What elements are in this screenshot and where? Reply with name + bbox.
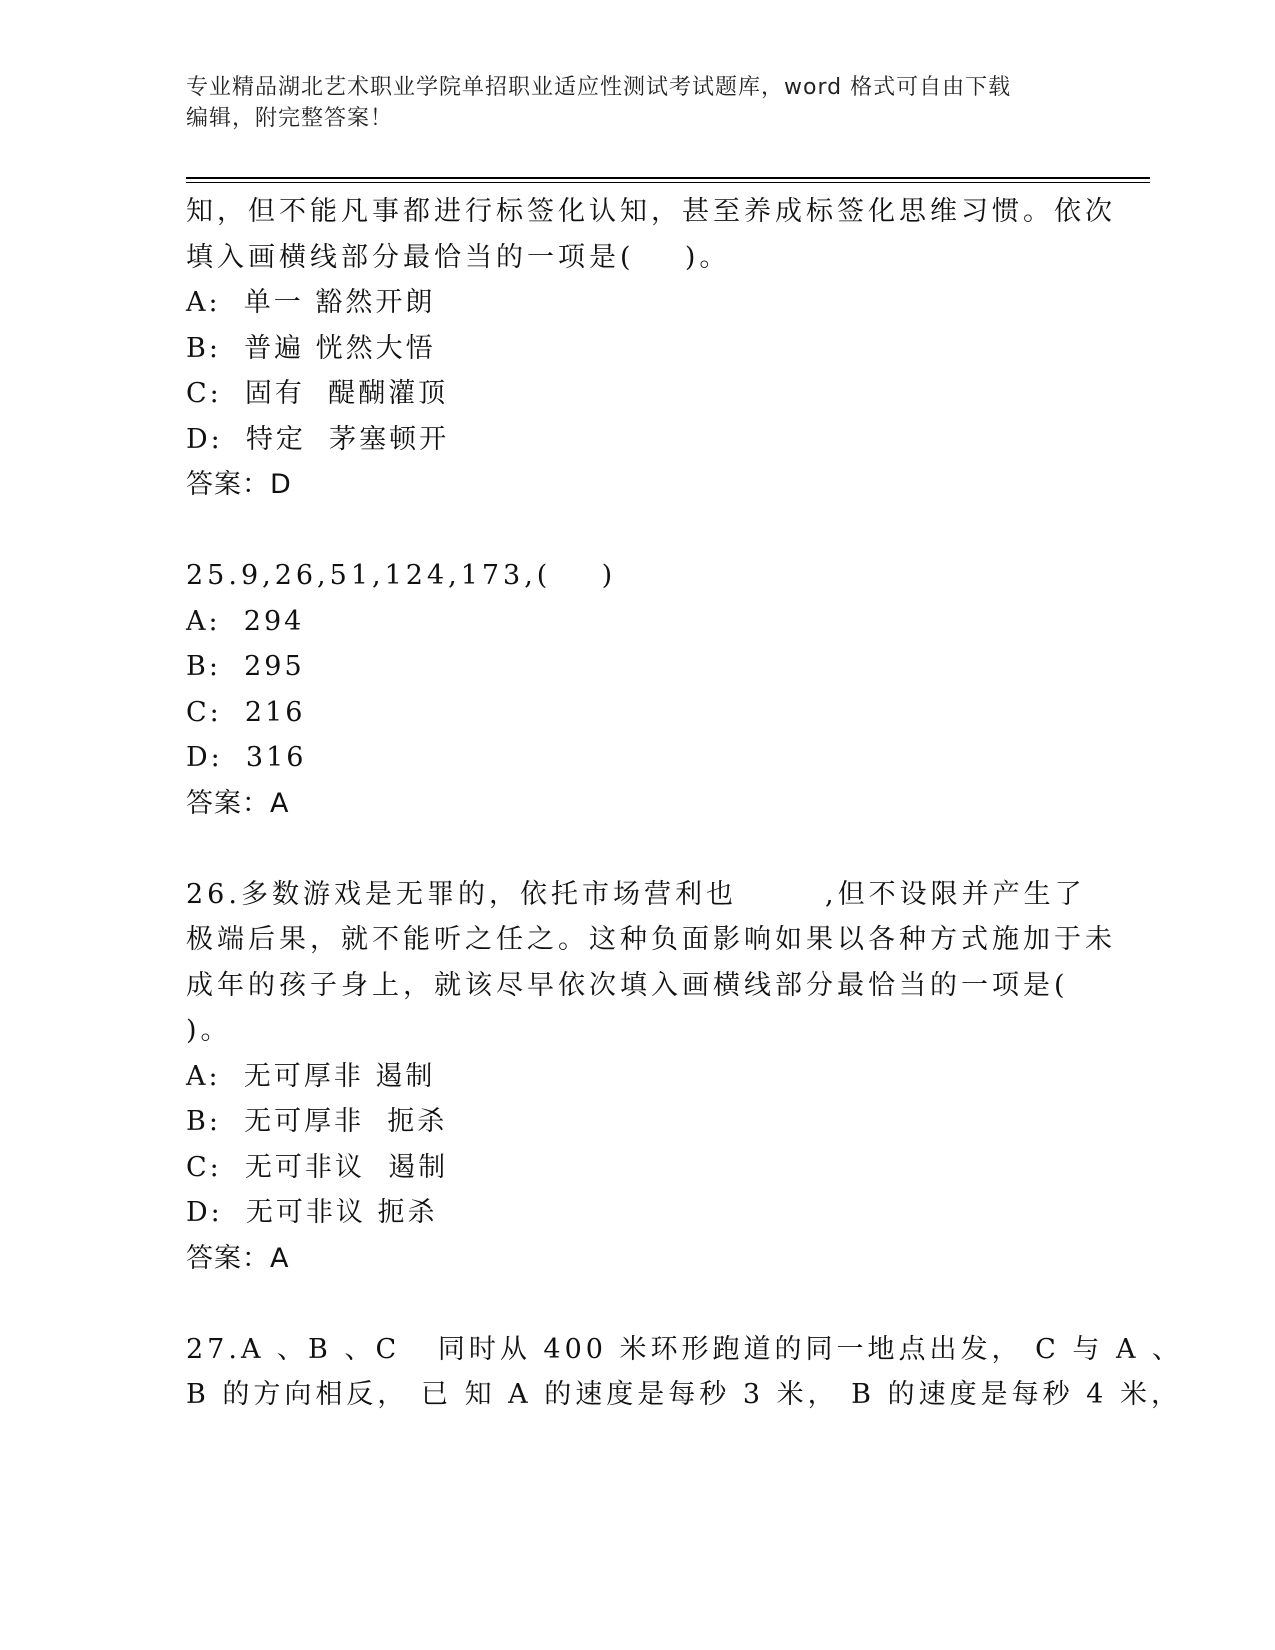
question-text: 成年的孩子身上，就该尽早依次填入画横线部分最恰当的一项是( [186,969,1069,1001]
header-line-2: 编辑，附完整答案！ [186,106,394,131]
spacer [186,1281,1086,1327]
question-26 [186,872,1116,1282]
question-27 [186,1327,1184,1418]
option-c: C: 无可非议 遏制 [186,1151,449,1183]
question-text: )。 [186,1015,232,1046]
question-25 [186,553,1086,826]
header-rule-thick [186,177,1150,179]
option-a: A: 294 [186,605,305,637]
question-text: 26.多数游戏是无罪的，依托市场营利也 ,但不设限并产生了 [186,878,1086,910]
option-a: A: 无可厚非 遏制 [186,1060,436,1092]
question-text: 27.A 、B 、C 同时从 400 米环形跑道的同一地点出发， C 与 A 、 [186,1333,1184,1365]
header-rule-thin [186,182,1150,183]
option-c: C: 216 [186,696,306,728]
answer: 答案：A [186,1242,290,1274]
question-text: B 的方向相反， 已 知 A 的速度是每秒 3 米， B 的速度是每秒 4 米， [186,1379,1182,1410]
option-d: D: 316 [186,742,307,773]
question-24 [186,189,1116,508]
answer: 答案：D [186,469,292,500]
option-d: D: 无可非议 扼杀 [186,1197,438,1228]
option-b: B: 295 [186,651,305,682]
question-text: 知，但不能凡事都进行标签化认知，甚至养成标签化思维习惯。依次 [186,196,1116,227]
question-text: 填入画横线部分最恰当的一项是( )。 [186,241,731,273]
document-body [186,189,1184,1418]
spacer [186,508,1086,554]
option-d: D: 特定 茅塞顿开 [186,423,450,455]
option-b: B: 无可厚非 扼杀 [186,1106,448,1137]
option-a: A: 单一 豁然开朗 [186,287,436,318]
document-header [186,72,1086,134]
option-b: B: 普遍 恍然大悟 [186,332,436,364]
question-text: 极端后果，就不能听之任之。这种负面影响如果以各种方式施加于未 [186,924,1116,955]
answer: 答案：A [186,787,290,819]
option-c: C: 固有 醍醐灌顶 [186,378,449,409]
question-text: 25.9,26,51,124,173,( ) [186,560,617,591]
spacer [186,826,1086,872]
header-line-1: 专业精品湖北艺术职业学院单招职业适应性测试考试题库，word 格式可自由下载 [186,75,1012,100]
